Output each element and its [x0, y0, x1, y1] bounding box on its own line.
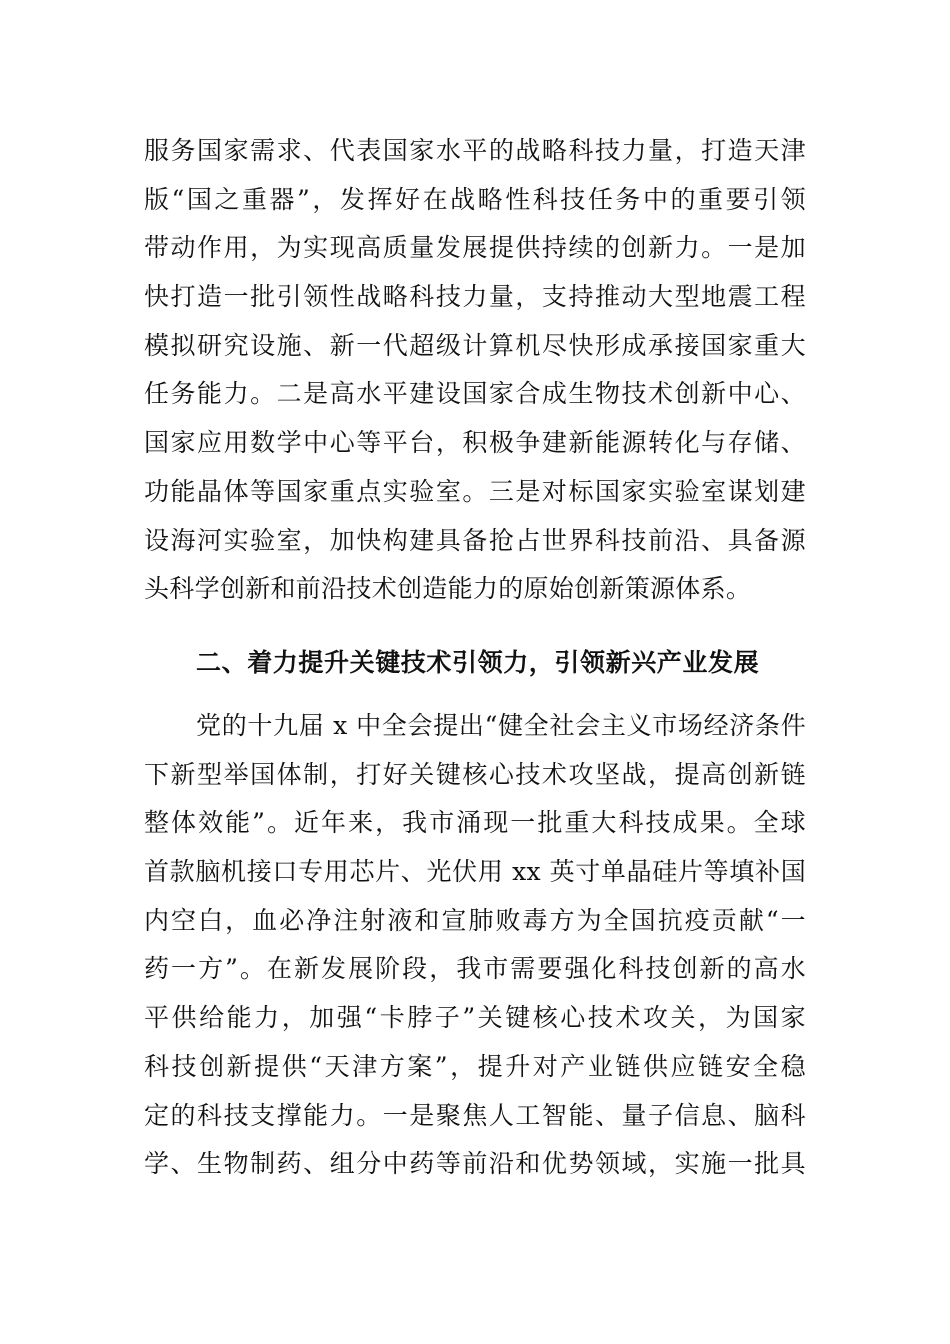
- paragraph-1-line: 任务能力。二是高水平建设国家合成生物技术创新中心、: [144, 379, 806, 409]
- paragraph-1-line: 头科学创新和前沿技术创造能力的原始创新策源体系。: [144, 574, 752, 604]
- paragraph-1: [144, 127, 806, 614]
- paragraph-2-line: 定的科技支撑能力。一是聚焦人工智能、量子信息、脑科: [144, 1100, 806, 1130]
- paragraph-1-line: 模拟研究设施、新一代超级计算机尽快形成承接国家重大: [144, 330, 806, 360]
- paragraph-1-line: 版“国之重器”，发挥好在战略性科技任务中的重要引领: [144, 184, 806, 214]
- paragraph-2-line: 党的十九届 x 中全会提出“健全社会主义市场经济条件: [196, 711, 806, 740]
- paragraph-2-line: 药一方”。在新发展阶段，我市需要强化科技创新的高水: [144, 954, 806, 984]
- paragraph-2-line: 科技创新提供“天津方案”，提升对产业链供应链安全稳: [144, 1051, 806, 1081]
- paragraph-2-line: 整体效能”。近年来，我市涌现一批重大科技成果。全球: [144, 808, 806, 838]
- paragraph-2-line: 首款脑机接口专用芯片、光伏用 xx 英寸单晶硅片等填补国: [144, 857, 806, 887]
- paragraph-1-line: 国家应用数学中心等平台，积极争建新能源转化与存储、: [144, 428, 806, 458]
- paragraph-1-line: 功能晶体等国家重点实验室。三是对标国家实验室谋划建: [144, 476, 806, 506]
- paragraph-1-line: 带动作用，为实现高质量发展提供持续的创新力。一是加: [144, 233, 806, 263]
- paragraph-2-line: 内空白，血必净注射液和宣肺败毒方为全国抗疫贡献“一: [144, 905, 806, 935]
- paragraph-1-line: 服务国家需求、代表国家水平的战略科技力量，打造天津: [144, 136, 806, 165]
- paragraph-2: [144, 702, 806, 1189]
- section-heading: 二、着力提升关键技术引领力，引领新兴产业发展: [196, 648, 760, 677]
- paragraph-2-line: 下新型举国体制，打好关键核心技术攻坚战，提高创新链: [144, 759, 806, 789]
- paragraph-2-line: 学、生物制药、组分中药等前沿和优势领域，实施一批具: [144, 1149, 806, 1179]
- paragraph-1-line: 快打造一批引领性战略科技力量，支持推动大型地震工程: [144, 282, 806, 312]
- paragraph-1-line: 设海河实验室，加快构建具备抢占世界科技前沿、具备源: [144, 525, 806, 555]
- paragraph-2-line: 平供给能力，加强“卡脖子”关键核心技术攻关，为国家: [144, 1003, 806, 1033]
